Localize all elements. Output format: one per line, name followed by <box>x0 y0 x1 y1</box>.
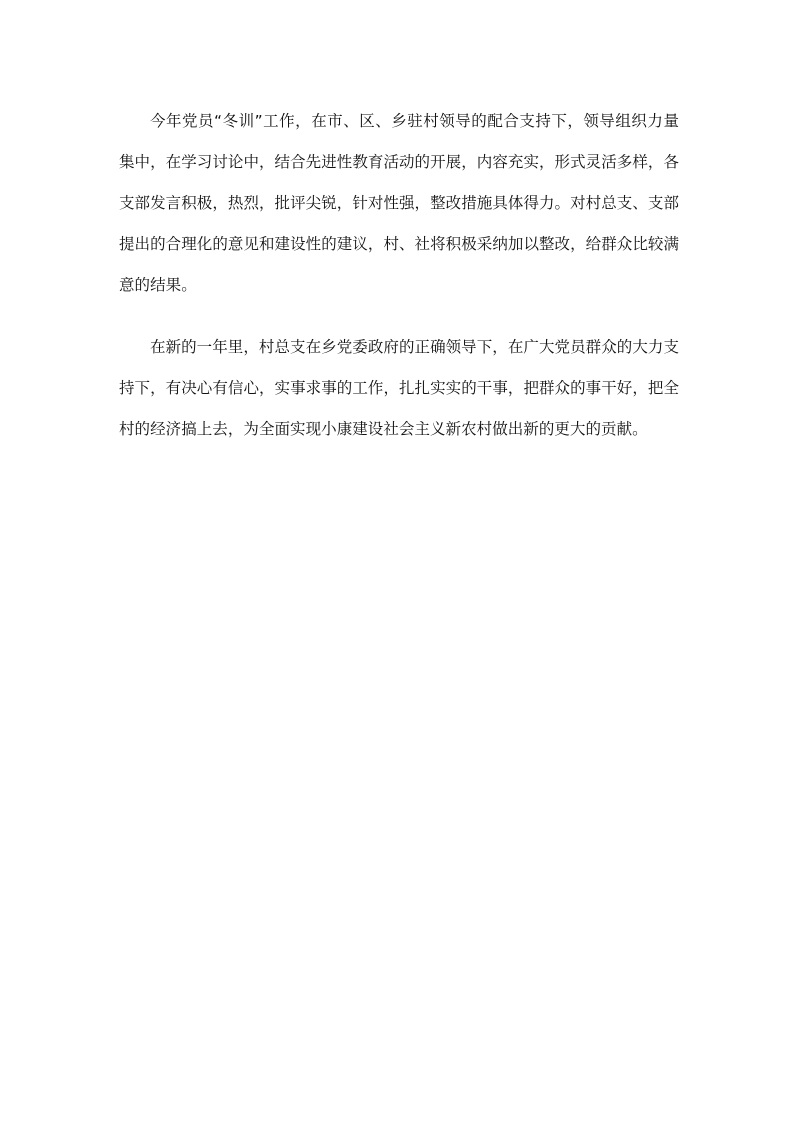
paragraph-1: 今年党员“冬训”工作，在市、区、乡驻村领导的配合支持下，领导组织力量集中，在学习讨论中，结合先进性教育活动的开展，内容充实，形式灵活多样，各支部发言积极，热烈，批评尖锐，针对性强，整改措施具体得力。对村总支、支部提出的合理化的意见和建设性的建议，村、社将积极采纳加以整改，给群众比较满意的结果。 <box>119 112 679 294</box>
document-body <box>119 101 679 450</box>
paragraph-2: 在新的一年里，村总支在乡党委政府的正确领导下，在广大党员群众的大力支持下，有决心有信心，实事求事的工作，扎扎实实的干事，把群众的事干好，把全村的经济搞上去，为全面实现小康建设社会主义新农村做出新的更大的贡献。 <box>119 338 679 438</box>
